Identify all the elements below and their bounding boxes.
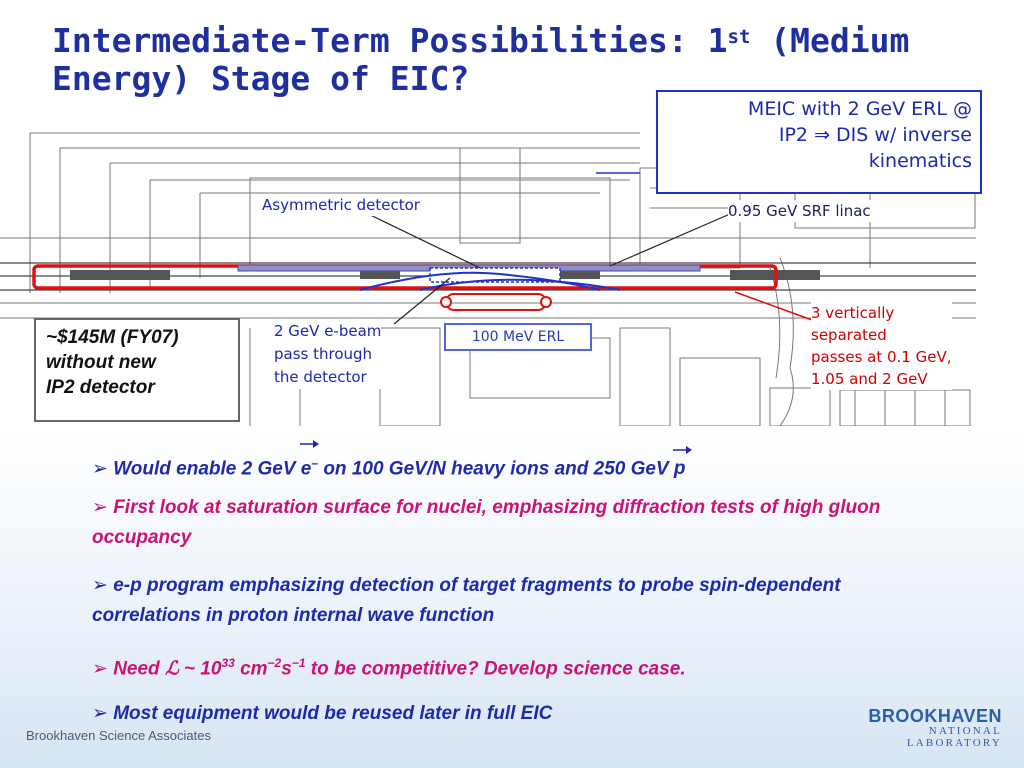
bullet-arrow-icon: ➢ — [92, 457, 108, 480]
bullet-item: ➢ First look at saturation surface for nuclei, emphasizing diffraction tests of high gluon occupancy — [92, 496, 881, 548]
bullet-arrow-icon: ➢ — [92, 496, 108, 518]
bullet-arrow-icon: ➢ — [92, 574, 108, 596]
proton-vector-symbol: p — [674, 454, 686, 484]
cost-callout-box: ~$145M (FY07) without new IP2 detector — [34, 318, 240, 422]
srf-linac-label: 0.95 GeV SRF linac — [728, 202, 871, 220]
bullet-item: ➢ Would enable 2 GeV e– on 100 GeV/N heavy ions and 250 GeV p — [92, 448, 932, 484]
vertical-passes-annotation: 3 vertically separated passes at 0.1 GeV, 1.05 and 2 GeV — [811, 304, 952, 388]
asymmetric-detector-label: Asymmetric detector — [262, 196, 420, 214]
vector-arrow-icon — [299, 439, 321, 449]
bullet-arrow-icon: ➢ — [92, 657, 108, 680]
bullet-item: ➢ Need ℒ ~ $10^{33}$ $cm^{-2}s^{-1}$ to be competitive? Develop science case. — [92, 656, 686, 680]
brookhaven-logo: BROOKHAVEN NATIONAL LABORATORY — [868, 706, 1002, 749]
bullet-arrow-icon: ➢ — [92, 702, 108, 724]
vector-arrow-icon — [672, 445, 694, 455]
footer-organization: Brookhaven Science Associates — [26, 728, 211, 743]
bullet-item: ➢ Most equipment would be reused later in full EIC — [92, 702, 553, 724]
bullet-item: ➢ e-p program emphasizing detection of target fragments to probe spin-dependent correlations in proton internal wave function — [92, 574, 841, 626]
ebeam-annotation: 2 GeV e-beam pass through the detector — [274, 320, 381, 389]
erl-label: 100 MeV ERL — [444, 323, 592, 351]
slide-title: Intermediate-Term Possibilities: 1st (Medium Energy) Stage of EIC? — [52, 21, 910, 98]
meic-callout-box: MEIC with 2 GeV ERL @ IP2 ⇒ DIS w/ inverse kinematics — [656, 90, 982, 194]
electron-vector-symbol: e– — [301, 448, 318, 484]
